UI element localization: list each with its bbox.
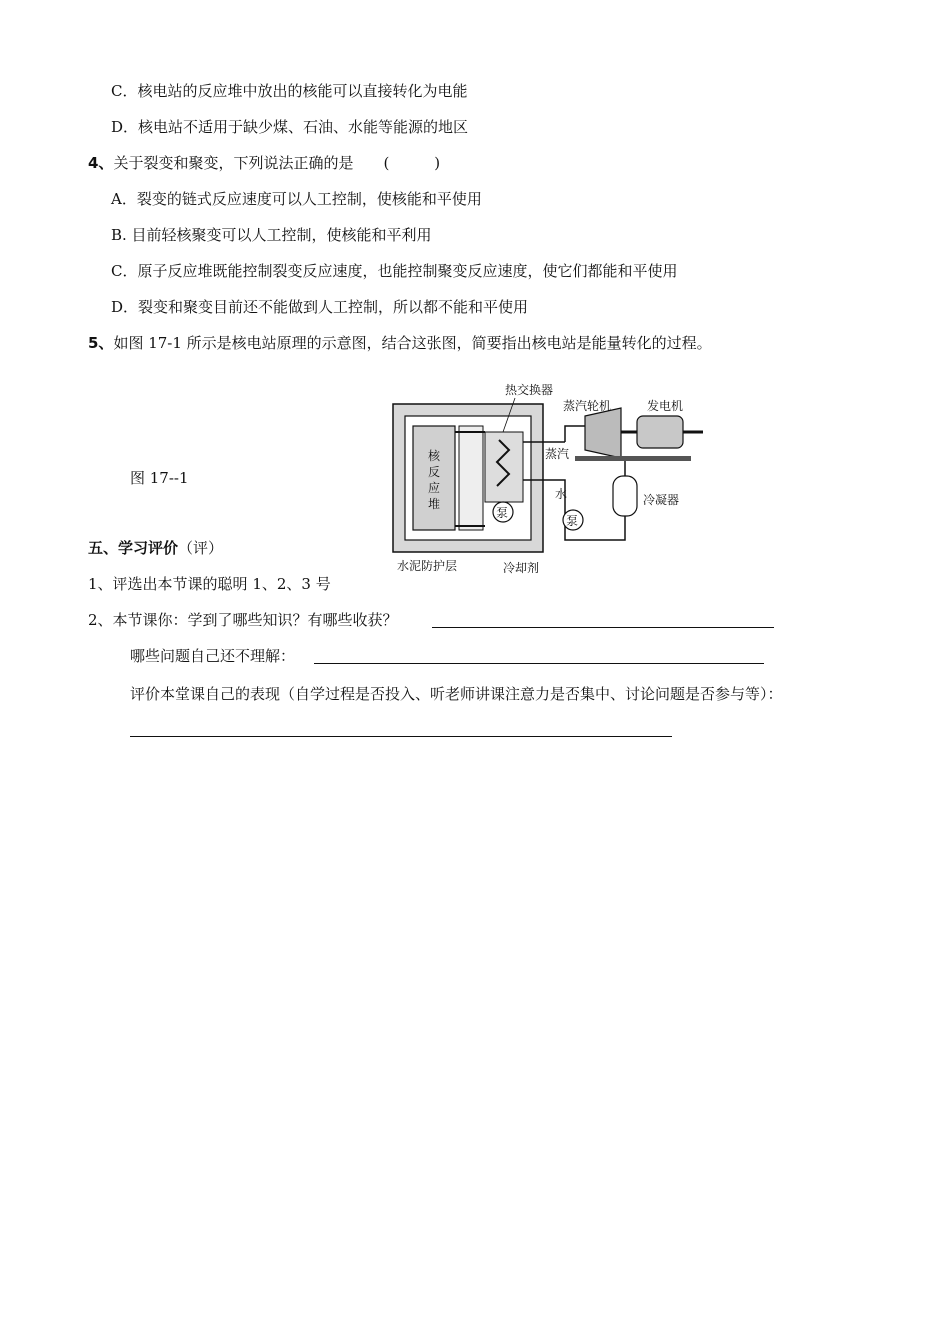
q4-option-b: B. 目前轻核聚变可以人工控制，使核能和平利用	[111, 226, 432, 244]
q3-option-d: D．核电站不适用于缺少煤、石油、水能等能源的地区	[111, 118, 469, 136]
q4-option-d: D．裂变和聚变目前还不能做到人工控制，所以都不能和平使用	[111, 298, 529, 316]
reactor-vessel	[459, 426, 483, 530]
label-reactor-3: 应	[428, 481, 441, 495]
evaluation-item-2c: 评价本堂课自己的表现（自学过程是否投入、听老师讲课注意力是否集中、讨论问题是否参与等）：	[130, 685, 783, 703]
q4-option-c: C．原子反应堆既能控制裂变反应速度，也能控制聚变反应速度，使它们都能和平使用	[111, 262, 678, 280]
question-number: 4、	[88, 154, 114, 172]
label-reactor-4: 堆	[428, 497, 441, 511]
answer-parentheses: ( )	[383, 154, 441, 172]
q3-option-c: C．核电站的反应堆中放出的核能可以直接转化为电能	[111, 82, 468, 100]
nuclear-power-plant-diagram	[385, 380, 705, 580]
label-coolant: 冷却剂	[503, 561, 540, 575]
section-5-heading	[88, 538, 223, 558]
heat-exchanger	[485, 432, 523, 502]
label-water: 水	[555, 487, 568, 501]
question-text: 如图 17-1 所示是核电站原理的示意图，结合这张图，简要指出核电站是能量转化的过程。	[113, 334, 712, 352]
evaluation-item-2b: 哪些问题自己还不理解：	[130, 647, 296, 665]
question-4	[88, 153, 440, 173]
secondary-pump-label: 泵	[566, 514, 579, 528]
answer-blank-2[interactable]	[314, 663, 764, 664]
label-condenser: 冷凝器	[643, 493, 680, 507]
evaluation-item-2: 2、本节课你：学到了哪些知识？有哪些收获？	[88, 611, 398, 629]
steam-turbine	[585, 408, 621, 458]
figure-caption: 图 17--1	[130, 469, 189, 487]
generator	[637, 416, 683, 448]
machine-base	[575, 456, 691, 461]
answer-blank-3[interactable]	[130, 736, 672, 737]
label-reactor-1: 核	[428, 449, 441, 463]
question-5	[88, 333, 712, 353]
answer-blank-1[interactable]	[432, 627, 774, 628]
label-generator: 发电机	[647, 399, 684, 413]
section-suffix: （评）	[178, 539, 224, 557]
condenser	[613, 476, 637, 516]
question-number: 5、	[88, 334, 114, 352]
label-turbine: 蒸汽轮机	[563, 399, 612, 413]
section-title: 五、学习评价	[88, 539, 179, 557]
label-shield: 水泥防护层	[397, 559, 458, 573]
evaluation-item-1: 1、评选出本节课的聪明 1、2、3 号	[88, 575, 331, 593]
primary-pump-label: 泵	[496, 506, 509, 520]
label-steam: 蒸汽	[545, 447, 570, 461]
q4-option-a: A．裂变的链式反应速度可以人工控制，使核能和平使用	[111, 190, 482, 208]
label-heat-exchanger: 热交换器	[505, 383, 554, 397]
question-stem: 关于裂变和聚变，下列说法正确的是	[113, 154, 354, 172]
label-reactor-2: 反	[428, 465, 441, 479]
